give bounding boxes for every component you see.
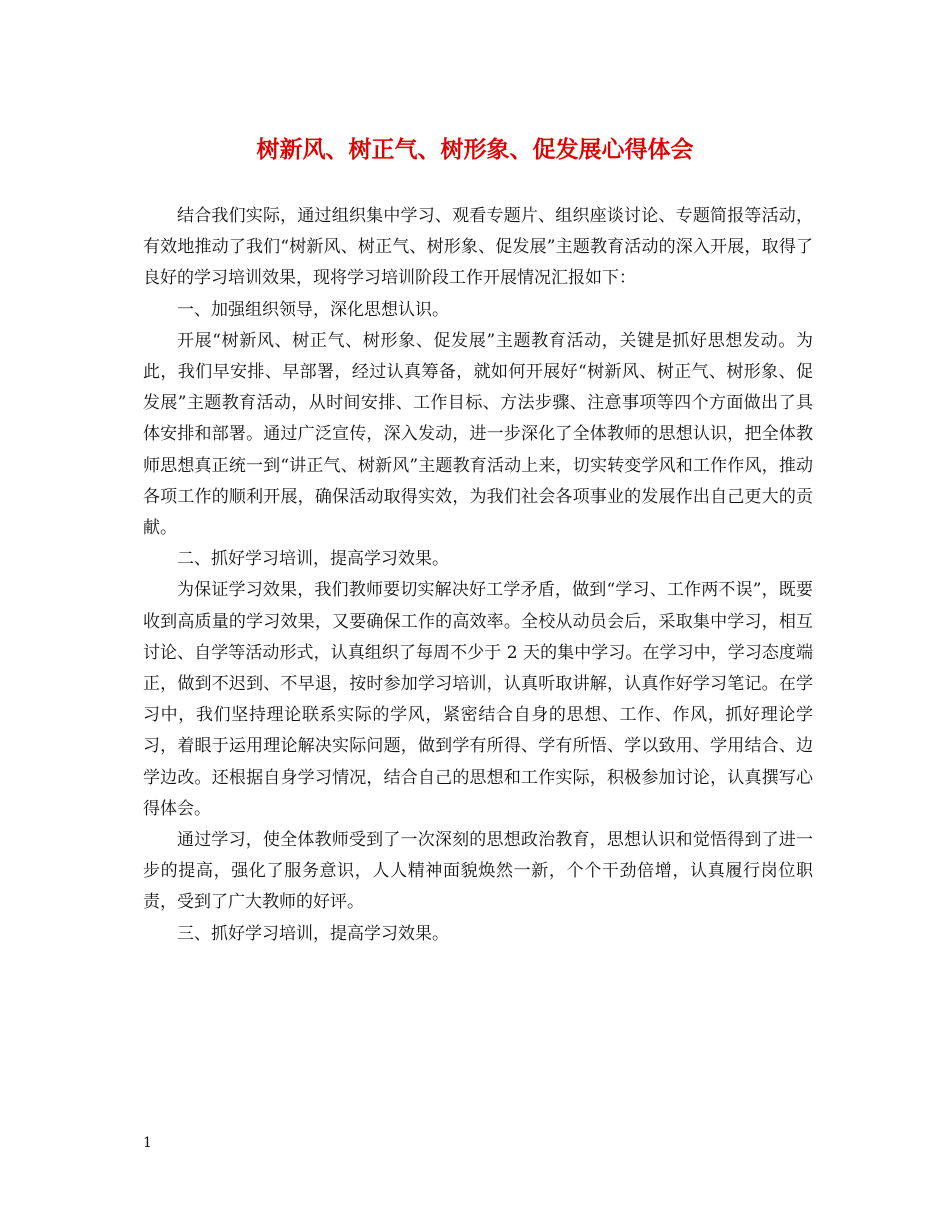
document-body <box>143 201 813 950</box>
section-heading-3: 三、抓好学习培训，提高学习效果。 <box>177 923 449 944</box>
page-number: 1 <box>143 1135 152 1151</box>
document-title: 树新风、树正气、树形象、促发展心得体会 <box>256 136 694 163</box>
paragraph-section-2-summary: 通过学习，使全体教师受到了一次深刻的思想政治教育，思想认识和觉悟得到了进一步的提高，强化了服务意识，人人精神面貌焕然一新，个个干劲倍增，认真履行岗位职责，受到了广大教师的好评。 <box>143 830 813 913</box>
section-heading-1: 一、加强组织领导，深化思想认识。 <box>177 299 449 320</box>
paragraph-intro: 结合我们实际，通过组织集中学习、观看专题片、组织座谈讨论、专题简报等活动，有效地推动了我们“树新风、树正气、树形象、促发展”主题教育活动的深入开展，取得了良好的学习培训效果，现将学习培训阶段工作开展情况汇报如下： <box>143 206 813 289</box>
paragraph-section-2: 为保证学习效果，我们教师要切实解决好工学矛盾，做到“学习、工作两不误”，既要收到高质量的学习效果，又要确保工作的高效率。全校从动员会后，采取集中学习，相互讨论、自学等活动形式，认真组织了每周不少于 2 天的集中学习。在学习中，学习态度端正，做到不迟到、不早退，按时参加学习培训，认真听取讲解，认真作好学习笔记。在学习中，我们坚持理论联系实际的学风，紧密结合自身的思想、工作、作风，抓好理论学习，着眼于运用理论解决实际问题，做到学有所得、学有所悟、学以致用、学用结合、边学边改。还根据自身学习情况，结合自己的思想和工作实际，积极参加讨论，认真撰写心得体会。 <box>143 580 813 819</box>
section-heading-2: 二、抓好学习培训，提高学习效果。 <box>177 549 449 570</box>
paragraph-section-1: 开展“树新风、树正气、树形象、促发展”主题教育活动，关键是抓好思想发动。为此，我们早安排、早部署，经过认真筹备，就如何开展好“树新风、树正气、树形象、促发展”主题教育活动，从时间安排、工作目标、方法步骤、注意事项等四个方面做出了具体安排和部署。通过广泛宣传，深入发动，进一步深化了全体教师的思想认识，把全体教师思想真正统一到“讲正气、树新风”主题教育活动上来，切实转变学风和工作作风，推动各项工作的顺利开展，确保活动取得实效，为我们社会各项事业的发展作出自己更大的贡献。 <box>143 330 813 539</box>
